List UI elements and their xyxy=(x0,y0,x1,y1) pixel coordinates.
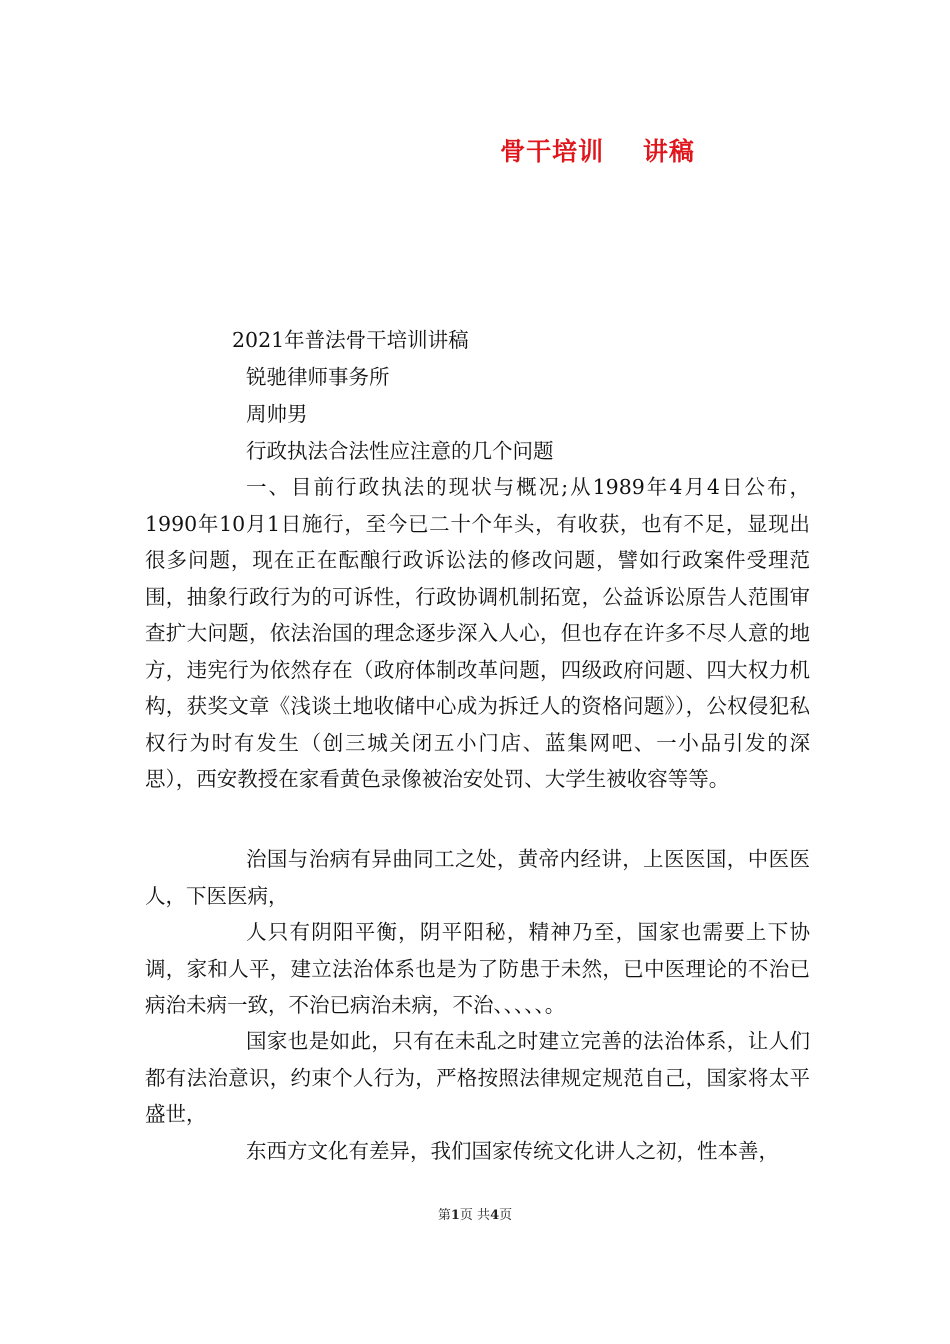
document-header-title xyxy=(0,132,950,168)
current-page: 1 xyxy=(450,1208,460,1223)
document-title: 2021年普法骨干培训讲稿 xyxy=(232,328,469,352)
header-title-part1: 骨干培训 xyxy=(500,137,605,166)
header-title-part2: 讲稿 xyxy=(642,137,695,166)
paragraph-4: 国家也是如此，只有在未乱之时建立完善的法治体系，让人们都有法治意识，约束个人行为，严格按照法律规定规范自己，国家将太平盛世， xyxy=(145,1029,810,1126)
total-pages: 4 xyxy=(490,1208,500,1223)
paragraph-5: 东西方文化有差异，我们国家传统文化讲人之初，性本善， xyxy=(246,1139,779,1163)
page-number-footer: 第1页 共4页 xyxy=(437,1208,513,1223)
topic-heading: 行政执法合法性应注意的几个问题 xyxy=(246,439,554,463)
law-firm-name: 锐驰律师事务所 xyxy=(246,365,390,389)
paragraph-3: 人只有阴阳平衡，阴平阳秘，精神乃至，国家也需要上下协调，家和人平，建立法治体系也是为了防患于未然，已中医理论的不治已病治未病一致，不治已病治未病，不治、、、、、。 xyxy=(145,920,810,1017)
paragraph-1: 一、目前行政执法的现状与概况;从1989年4月4日公布，1990年10月1日施行，至今已二十个年头，有收获，也有不足，显现出很多问题，现在正在酝酿行政诉讼法的修改问题，譬如行政案件受理范围，抽象行政行为的可诉性，行政协调机制拓宽，公益诉讼原告人范围审查扩大问题，依法治国的理念逐步深入人心，但也存在许多不尽人意的地方，违宪行为依然存在（政府体制改革问题，四级政府问题、四大权力机构，获奖文章《浅谈土地收储中心成为拆迁人的资格问题》），公权侵犯私权行为时有发生（创三城关闭五小门店、蓝集网吧、一小品引发的深思），西安教授在家看黄色录像被治安处罚、大学生被收容等等。 xyxy=(145,475,810,791)
paragraph-2: 治国与治病有异曲同工之处，黄帝内经讲，上医医国，中医医人，下医医病， xyxy=(145,847,810,908)
author-name: 周帅男 xyxy=(246,402,308,426)
